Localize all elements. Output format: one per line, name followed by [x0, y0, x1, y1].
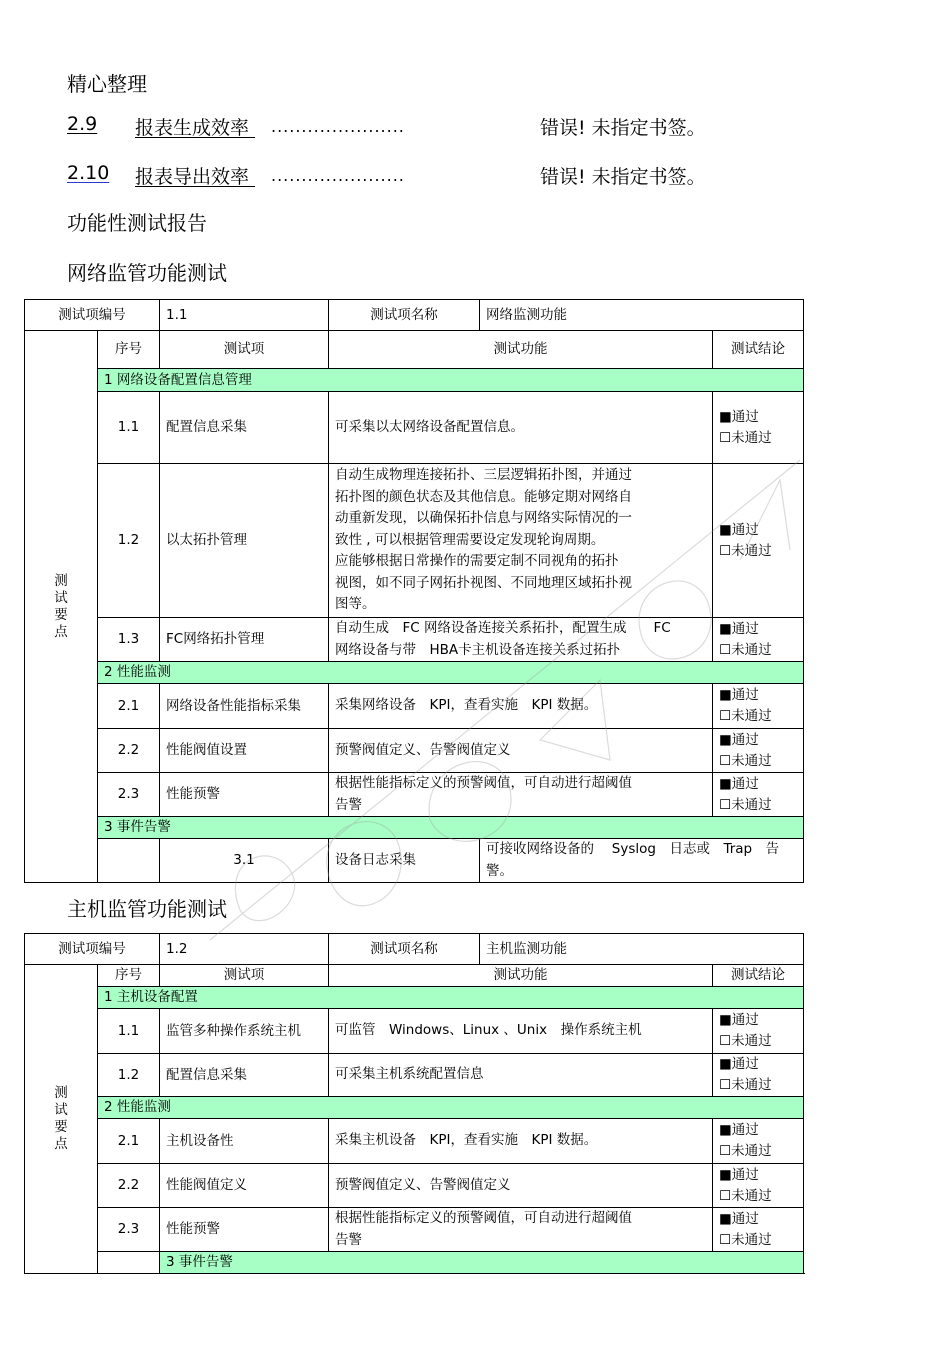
- row-result: [713, 618, 804, 662]
- col-result: 测试结论: [713, 965, 804, 987]
- table-row: [25, 1119, 804, 1164]
- id-value: 1.2: [160, 934, 329, 965]
- group-row: [25, 662, 804, 684]
- row-func: 预警阀值定义、告警阀值定义: [329, 729, 713, 773]
- row-result: [713, 729, 804, 773]
- row-func: 根据性能指标定义的预警阈值，可自动进行超阈值 告警: [329, 1208, 713, 1252]
- section-heading: 主机监管功能测试: [67, 897, 227, 921]
- pass-checkbox[interactable]: ■通过: [719, 1056, 759, 1072]
- row-seq: 2.1: [98, 1119, 160, 1164]
- col-item: 测试项: [160, 965, 329, 987]
- pass-checkbox[interactable]: ■通过: [719, 1166, 759, 1183]
- row-result: [713, 1119, 804, 1164]
- row-item: 性能阀值设置: [160, 729, 329, 773]
- row-func: 采集主机设备 KPI，查看实施 KPI 数据。: [329, 1119, 713, 1164]
- pass-checkbox[interactable]: ■通过: [719, 687, 759, 703]
- fail-checkbox[interactable]: ☐未通过: [719, 796, 772, 813]
- name-value: 网络监测功能: [480, 300, 804, 331]
- row-result: [713, 1208, 804, 1252]
- col-seq: 序号: [98, 331, 160, 369]
- group-row: [25, 1252, 804, 1274]
- row-seq: 1.1: [98, 1009, 160, 1054]
- row-item: 配置信息采集: [160, 392, 329, 464]
- toc-entry-title[interactable]: 报表导出效率: [135, 166, 256, 188]
- row-result: [713, 1009, 804, 1054]
- table-meta-row: [25, 300, 804, 331]
- toc-leader-dots: ......................: [271, 117, 405, 136]
- row-seq: 2.2: [98, 1164, 160, 1208]
- row-result: [713, 1164, 804, 1208]
- toc-leader-dots: ......................: [271, 166, 405, 185]
- col-result: 测试结论: [713, 331, 804, 369]
- row-func: 自动生成物理连接拓扑、三层逻辑拓扑图，并通过 拓扑图的颜色状态及其他信息。能够定期对网络自 动重新发现，以确保拓扑信息与网络实际情况的一 致性 , 可以根据管理需要设定发现轮询周期。 应能够根据日常操作的需要定制不同视角的拓扑 视图，如不同子网拓扑视图、不同地理区域拓扑视 图等。: [329, 464, 713, 618]
- row-seq: 2.2: [98, 729, 160, 773]
- table-row: [25, 1208, 804, 1252]
- row-result: [713, 1054, 804, 1097]
- group-row: [25, 1097, 804, 1119]
- toc-number[interactable]: 2.10: [67, 162, 110, 184]
- table-row: [25, 684, 804, 729]
- row-item: 监管多种操作系统主机: [160, 1009, 329, 1054]
- group-row: [25, 369, 804, 392]
- group-row: [25, 987, 804, 1009]
- row-func: 可接收网络设备的 Syslog 日志或 Trap 告警。: [480, 839, 804, 883]
- side-label: 测 试 要 点: [25, 331, 98, 883]
- pass-checkbox[interactable]: ■通过: [719, 408, 759, 425]
- group-row: [25, 817, 804, 839]
- toc-page-ref: 错误! 未指定书签。: [540, 117, 706, 139]
- col-func: 测试功能: [329, 965, 713, 987]
- table-row: [25, 729, 804, 773]
- fail-checkbox[interactable]: ☐未通过: [719, 708, 772, 724]
- network-test-table: [24, 299, 804, 883]
- pass-checkbox[interactable]: ■通过: [719, 775, 759, 792]
- group-title: 2 性能监测: [98, 662, 804, 684]
- fail-checkbox[interactable]: ☐未通过: [719, 1231, 772, 1248]
- col-item: 测试项: [160, 331, 329, 369]
- row-func: 可采集以太网络设备配置信息。: [329, 392, 713, 464]
- name-label: 测试项名称: [329, 934, 480, 965]
- table-row: [25, 839, 804, 883]
- fail-checkbox[interactable]: ☐未通过: [719, 1143, 772, 1159]
- row-seq: 1.3: [98, 618, 160, 662]
- row-seq: 2.3: [98, 1208, 160, 1252]
- name-value: 主机监测功能: [480, 934, 804, 965]
- header-note: 精心整理: [67, 72, 147, 96]
- row-item: 以太拓扑管理: [160, 464, 329, 618]
- row-item: 设备日志采集: [329, 839, 480, 883]
- table-meta-row: [25, 934, 804, 965]
- row-item: FC网络拓扑管理: [160, 618, 329, 662]
- fail-checkbox[interactable]: ☐未通过: [719, 542, 772, 559]
- pass-checkbox[interactable]: ■通过: [719, 521, 759, 538]
- table-row: [25, 464, 804, 618]
- fail-checkbox[interactable]: ☐未通过: [719, 641, 772, 658]
- id-label: 测试项编号: [25, 934, 160, 965]
- fail-checkbox[interactable]: ☐未通过: [719, 1033, 772, 1049]
- column-header-row: [25, 331, 804, 369]
- pass-checkbox[interactable]: ■通过: [719, 1210, 759, 1227]
- pass-checkbox[interactable]: ■通过: [719, 620, 759, 637]
- column-header-row: [25, 965, 804, 987]
- toc-number[interactable]: 2.9: [67, 113, 98, 135]
- report-title: 功能性测试报告: [67, 211, 207, 235]
- group-title: 2 性能监测: [98, 1097, 804, 1119]
- row-seq: 3.1: [160, 839, 329, 883]
- toc-entry-title[interactable]: 报表生成效率: [135, 117, 256, 139]
- pass-checkbox[interactable]: ■通过: [719, 1122, 759, 1138]
- group-title: 3 事件告警: [160, 1252, 804, 1274]
- row-item: 性能预警: [160, 773, 329, 817]
- row-func: 采集网络设备 KPI，查看实施 KPI 数据。: [329, 684, 713, 729]
- row-item: 网络设备性能指标采集: [160, 684, 329, 729]
- group-title: 3 事件告警: [98, 817, 804, 839]
- row-item: 主机设备性: [160, 1119, 329, 1164]
- side-label: 测 试 要 点: [25, 965, 98, 1274]
- col-func: 测试功能: [329, 331, 713, 369]
- table-row: [25, 1164, 804, 1208]
- row-item: 性能阀值定义: [160, 1164, 329, 1208]
- table-row: [25, 618, 804, 662]
- row-func: 根据性能指标定义的预警阈值，可自动进行超阈值 告警: [329, 773, 713, 817]
- row-func: 可采集主机系统配置信息: [329, 1054, 713, 1097]
- id-value: 1.1: [160, 300, 329, 331]
- row-seq: 2.3: [98, 773, 160, 817]
- row-result: [713, 684, 804, 729]
- pass-checkbox[interactable]: ■通过: [719, 731, 759, 748]
- row-seq: 1.1: [98, 392, 160, 464]
- section-heading: 网络监管功能测试: [67, 261, 227, 285]
- row-seq: 1.2: [98, 464, 160, 618]
- row-item: 性能预警: [160, 1208, 329, 1252]
- pass-checkbox[interactable]: ■通过: [719, 1012, 759, 1028]
- table-row: [25, 1009, 804, 1054]
- row-func: 预警阀值定义、告警阀值定义: [329, 1164, 713, 1208]
- id-label: 测试项编号: [25, 300, 160, 331]
- row-func: 自动生成 FC 网络设备连接关系拓扑，配置生成 FC 网络设备与带 HBA卡主机设备连接关系过拓扑: [329, 618, 713, 662]
- fail-checkbox[interactable]: ☐未通过: [719, 1187, 772, 1204]
- fail-checkbox[interactable]: ☐未通过: [719, 752, 772, 769]
- table-row: [25, 1054, 804, 1097]
- name-label: 测试项名称: [329, 300, 480, 331]
- host-test-table: [24, 933, 804, 1274]
- row-func: 可监管 Windows、Linux 、Unix 操作系统主机: [329, 1009, 713, 1054]
- fail-checkbox[interactable]: ☐未通过: [719, 1077, 772, 1093]
- row-seq: 1.2: [98, 1054, 160, 1097]
- row-result: [713, 464, 804, 618]
- table-row: [25, 392, 804, 464]
- row-seq: 2.1: [98, 684, 160, 729]
- table-row: [25, 773, 804, 817]
- row-item: 配置信息采集: [160, 1054, 329, 1097]
- col-seq: 序号: [98, 965, 160, 987]
- row-result: [713, 392, 804, 464]
- fail-checkbox[interactable]: ☐未通过: [719, 429, 772, 446]
- group-title: 1 网络设备配置信息管理: [98, 369, 804, 392]
- group-title: 1 主机设备配置: [98, 987, 804, 1009]
- toc-page-ref: 错误! 未指定书签。: [540, 166, 706, 188]
- row-result: [713, 773, 804, 817]
